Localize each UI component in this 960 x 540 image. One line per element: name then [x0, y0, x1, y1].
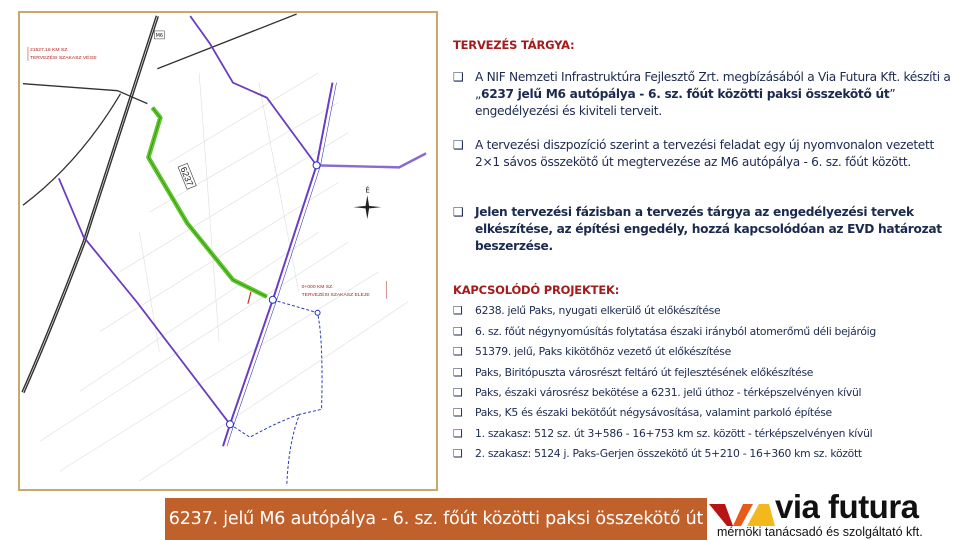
- road-6236: [23, 94, 121, 206]
- bullet-text: A tervezési diszpozíció szerint a tervezési feladat egy új nyomvonalon vezetett 2×1 sávos összekötő út megtervezése az M6 autópálya - 6. sz. főút között.: [475, 138, 934, 169]
- road-number-box: [178, 163, 197, 189]
- m6-motorway: [23, 16, 157, 392]
- road-6-main: [223, 83, 332, 446]
- start-label: [302, 281, 387, 299]
- item-text: 51379. jelű, Paks kikötőhöz vezető út előkészítése: [475, 345, 731, 358]
- end-label-line1: 21527,18 KM SZ.: [29, 47, 69, 53]
- subject-bullet-3: [453, 204, 958, 255]
- item-text: 2. szakasz: 5124 j. Paks-Gerjen összekötő út 5+210 - 16+360 km sz. között: [475, 447, 862, 460]
- logo-tagline: mérnöki tanácsadó és szolgáltató kft.: [717, 525, 923, 539]
- checkbox-bullet-icon: ❑: [453, 365, 463, 379]
- section-title-related: KAPCSOLÓDÓ PROJEKTEK:: [453, 283, 620, 297]
- item-text: Paks, Biritópuszta városrészt feltáró út fejlesztésének előkészítése: [475, 365, 814, 379]
- road-purple-ne: [190, 16, 316, 165]
- north-arrow-icon: [353, 185, 381, 219]
- section-title-subject: TERVEZÉS TÁRGYA:: [453, 38, 575, 52]
- checkbox-bullet-icon: ❑: [453, 304, 463, 317]
- related-project-item: [453, 406, 832, 420]
- related-project-item: [453, 386, 861, 400]
- item-text: Paks, K5 és északi bekötőút négysávosítása, valamint parkoló építése: [475, 406, 832, 419]
- related-project-item: [453, 345, 731, 359]
- planned-road-dashed: [230, 300, 322, 486]
- item-text: 6238. jelű Paks, nyugati elkerülő út előkészítése: [475, 304, 721, 317]
- end-label: [28, 47, 97, 61]
- subject-bullet-1: [453, 69, 958, 120]
- start-label-line2: TERVEZÉSI SZAKASZ ELEJE: [301, 292, 370, 298]
- parcel-lines: [40, 73, 408, 481]
- checkbox-bullet-icon: ❑: [453, 426, 463, 440]
- via-futura-logo: [707, 488, 960, 540]
- checkbox-bullet-icon: ❑: [453, 70, 464, 84]
- item-text: 1. szakasz: 512 sz. út 3+586 - 16+753 km sz. között - térképszelvényen kívül: [475, 426, 873, 440]
- checkbox-bullet-icon: ❑: [453, 138, 464, 152]
- checkbox-bullet-icon: ❑: [453, 406, 463, 419]
- subject-bullet-2: [453, 137, 958, 171]
- checkbox-bullet-icon: ❑: [453, 386, 463, 399]
- item-text: 6. sz. főút négynyomúsítás folytatása északi irányból atomerőmű déli bejáróig: [475, 324, 876, 338]
- road-6232: [157, 14, 296, 69]
- bullet-text: ” engedélyezési és kiviteli terveit.: [475, 87, 896, 118]
- checkbox-bullet-icon: ❑: [453, 205, 464, 219]
- route-map: [18, 11, 438, 491]
- related-project-item: [453, 427, 872, 441]
- item-text: Paks, északi városrész bekötése a 6231. jelű úthoz - térképszelvényen kívül: [475, 386, 862, 399]
- end-label-line2: TERVEZÉSI SZAKASZ VÉGE: [29, 55, 97, 61]
- related-project-item: [453, 304, 720, 318]
- motorway-label: M6: [155, 32, 164, 39]
- footer-title: 6237. jelű M6 autópálya - 6. sz. főút közötti paksi összekötő út: [168, 509, 704, 529]
- checkbox-bullet-icon: ❑: [453, 345, 463, 358]
- road-east-branch: [317, 153, 426, 167]
- bullet-text: A NIF Nemzeti Infrastruktúra Fejlesztő Zrt. megbízásából a Via Futura Kft. készíti a „: [475, 70, 951, 101]
- start-label-line1: 0+000 KM SZ.: [301, 284, 334, 290]
- north-label: É: [365, 186, 370, 195]
- related-project-item: [453, 447, 862, 461]
- footer-title-bar: [165, 498, 707, 540]
- checkbox-bullet-icon: ❑: [453, 447, 463, 460]
- logo-name: via futura: [775, 488, 919, 525]
- bullet-bold-text: 6237 jelű M6 autópálya - 6. sz. főút közötti paksi összekötő út: [481, 87, 890, 101]
- related-project-item: [453, 325, 876, 339]
- checkbox-bullet-icon: ❑: [453, 324, 463, 338]
- road-purple-west: [59, 178, 230, 424]
- related-project-item: [453, 366, 813, 380]
- road-number-label: 6237: [178, 165, 196, 188]
- motorway-shield: [154, 31, 164, 39]
- bullet-bold-text: Jelen tervezési fázisban a tervezés tárgya az engedélyezési tervek elkészítése, az építési engedély, hozzá kapcsolódóan az EVD határozat beszerzése.: [475, 205, 942, 253]
